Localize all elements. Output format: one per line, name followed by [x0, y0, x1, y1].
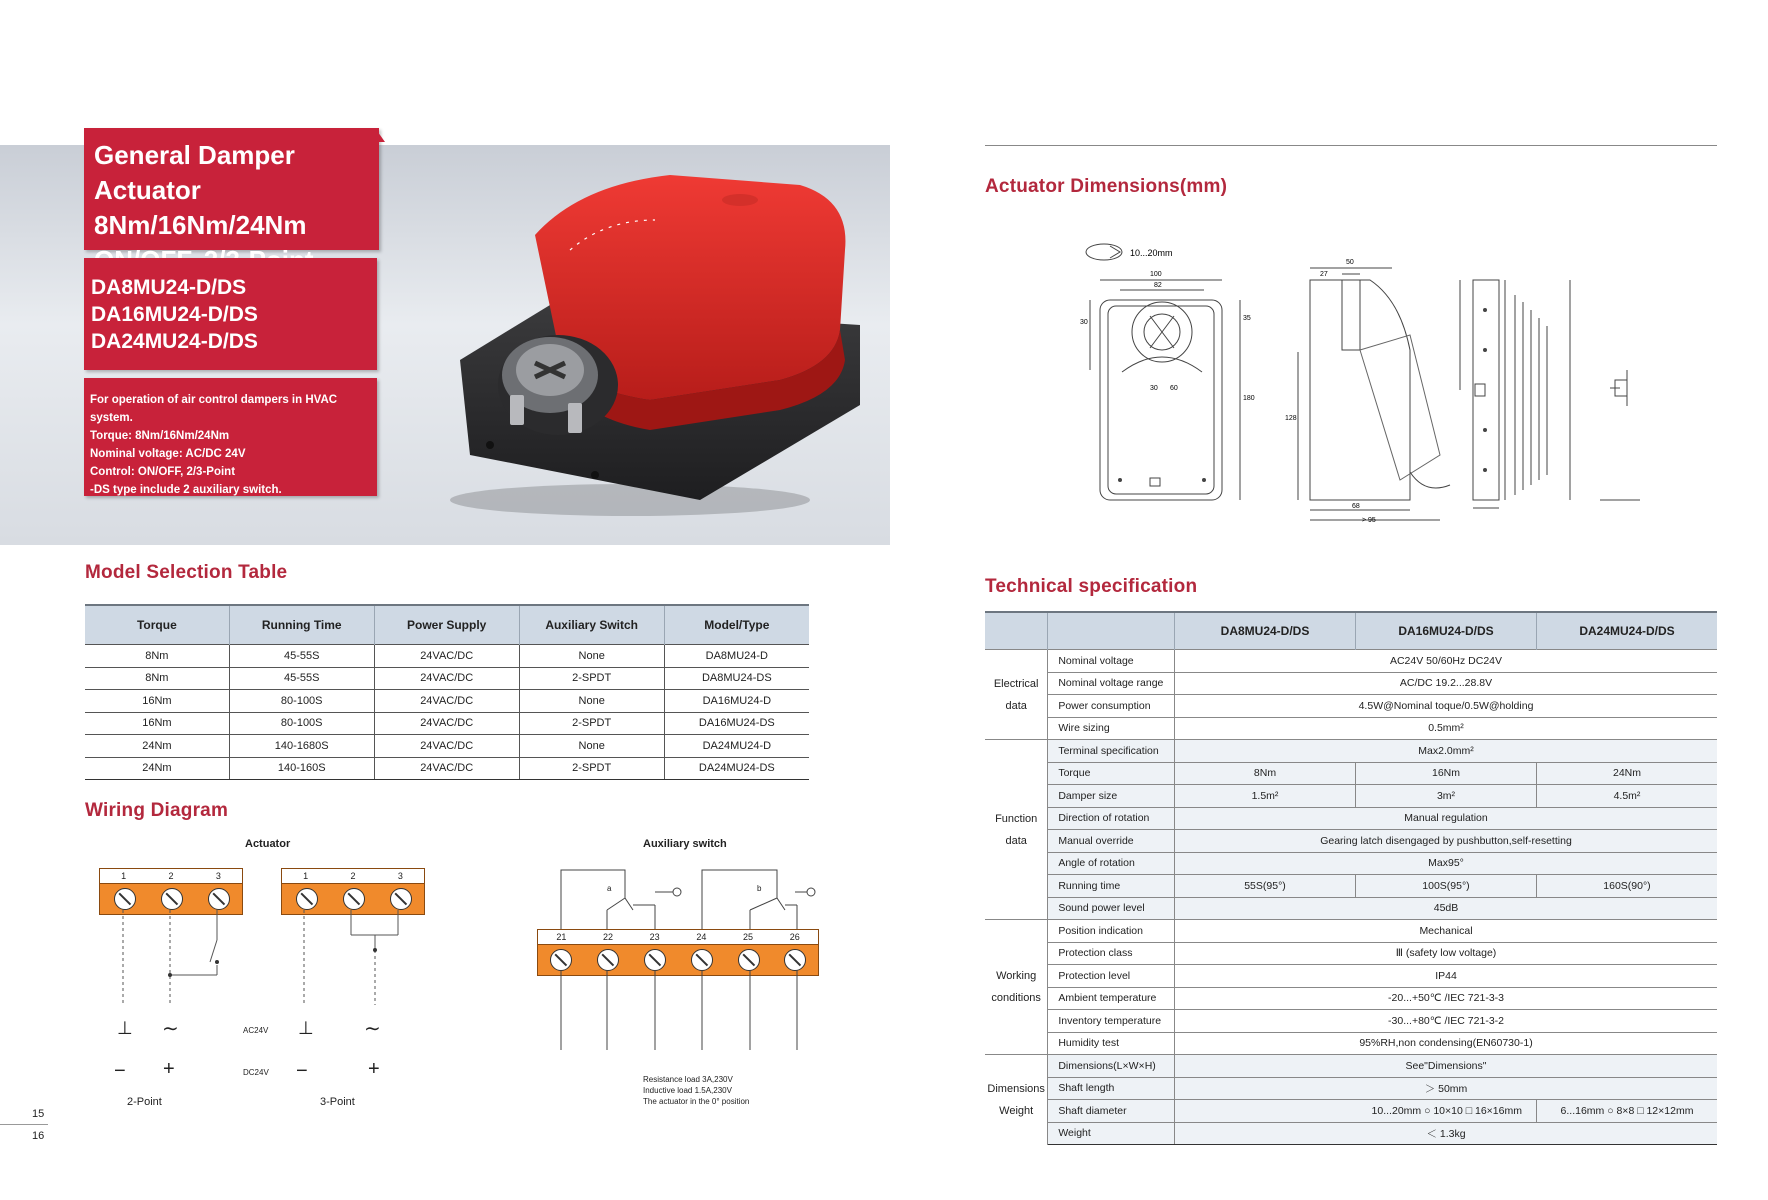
group-label: Function — [995, 812, 1038, 825]
param-value: Gearing latch disengaged by pushbutton,self-resetting — [1175, 830, 1717, 853]
table-row — [985, 942, 1717, 965]
table-row — [985, 785, 1717, 808]
dim-180: 180 — [1243, 395, 1255, 402]
table-row — [985, 1032, 1717, 1055]
ac-symbol-icon: ∼ — [162, 1018, 179, 1040]
title-line-2: 8Nm/16Nm/24Nm — [94, 210, 307, 240]
minus-icon: − — [296, 1060, 308, 1082]
param-value: Ⅲ (safety low voltage) — [1175, 942, 1717, 965]
screw-icon — [114, 888, 136, 910]
param-name: Manual override — [1048, 830, 1175, 853]
actuator-product-image — [440, 155, 860, 535]
cell: DA16MU24-D — [664, 690, 809, 713]
page-number-16: 16 — [32, 1130, 45, 1142]
table-row — [85, 667, 809, 690]
minus-icon: − — [114, 1060, 126, 1082]
two-point-label: 2-Point — [127, 1096, 162, 1108]
param-value: IP44 — [1175, 965, 1717, 988]
param-value: ＞ 50mm — [1175, 1077, 1717, 1100]
terminal-number: 3 — [397, 871, 403, 881]
param-value: Manual regulation — [1175, 807, 1717, 830]
table-row — [985, 965, 1717, 988]
table-row — [985, 807, 1717, 830]
tech-spec-table — [985, 611, 1717, 1145]
page-number-divider — [0, 1124, 48, 1125]
screw-icon — [390, 888, 412, 910]
table-row — [985, 695, 1717, 718]
ground-symbol-icon: ⊥ — [117, 1018, 133, 1038]
header-power-supply: Power Supply — [374, 605, 519, 645]
table-header-row — [85, 605, 809, 645]
terminal-number: 1 — [303, 871, 309, 881]
param-value: 100S(95°) — [1356, 875, 1537, 898]
terminal-number: 24 — [696, 932, 707, 942]
cell: 24Nm — [85, 757, 229, 780]
param-value: Max2.0mm² — [1175, 740, 1717, 763]
cell: 16Nm — [85, 712, 229, 735]
terminal-number: 22 — [603, 932, 614, 942]
param-value: AC/DC 19.2...28.8V — [1175, 672, 1717, 695]
ac-symbol-icon: ∼ — [364, 1018, 381, 1040]
param-name: Nominal voltage range — [1048, 672, 1175, 695]
ground-symbol-icon: ⊥ — [298, 1018, 314, 1038]
param-name: Weight — [1048, 1122, 1175, 1145]
cell: 2-SPDT — [519, 667, 664, 690]
param-name: Shaft diameter — [1048, 1100, 1175, 1123]
dimensions-title: Actuator Dimensions(mm) — [985, 176, 1228, 197]
param-name: Running time — [1048, 875, 1175, 898]
cell: 24VAC/DC — [374, 690, 519, 713]
tech-header-row — [985, 612, 1717, 650]
table-row — [85, 757, 809, 780]
param-value: 4.5m² — [1536, 785, 1717, 808]
table-row — [985, 987, 1717, 1010]
param-name: Shaft length — [1048, 1077, 1175, 1100]
terminal-number: 1 — [121, 871, 127, 881]
actuator-label: Actuator — [245, 838, 291, 850]
desc-line-1: For operation of air control dampers in HVAC system. — [90, 394, 338, 424]
cell: 80-100S — [229, 712, 374, 735]
cell: 45-55S — [229, 645, 374, 668]
switch-a-label: a — [607, 884, 612, 893]
description-block — [84, 378, 377, 496]
table-row — [985, 897, 1717, 920]
group-label: data — [1005, 834, 1027, 847]
cell: 24VAC/DC — [374, 757, 519, 780]
param-name: Angle of rotation — [1048, 852, 1175, 875]
group-dimensions — [985, 1055, 1048, 1145]
terminal-number: 26 — [789, 932, 800, 942]
screw-icon — [343, 888, 365, 910]
param-value: 10...20mm ○ 10×10 □ 16×16mm — [1175, 1100, 1537, 1123]
desc-line-2: Torque: 8Nm/16Nm/24Nm — [90, 430, 230, 442]
terminal-number: 2 — [168, 871, 174, 881]
model-block — [84, 258, 377, 370]
group-label: Weight — [999, 1104, 1034, 1117]
model-table-title: Model Selection Table — [85, 562, 288, 583]
shaft-range-label: 10...20mm — [1130, 248, 1173, 258]
group-label: Dimensions — [987, 1082, 1045, 1095]
group-label: conditions — [991, 992, 1041, 1004]
terminal-numbers — [99, 868, 243, 883]
cell: DA16MU24-DS — [664, 712, 809, 735]
table-row — [85, 735, 809, 758]
table-row — [985, 1122, 1717, 1145]
aux-switch-label: Auxiliary switch — [643, 838, 727, 850]
param-name: Direction of rotation — [1048, 807, 1175, 830]
screw-icon — [208, 888, 230, 910]
param-value: 55S(95°) — [1175, 875, 1356, 898]
ac24v-label: AC24V — [243, 1026, 269, 1035]
group-label: Working — [996, 970, 1037, 982]
dim-128: 128 — [1285, 415, 1297, 422]
screw-icon — [296, 888, 318, 910]
table-row — [985, 762, 1717, 785]
table-row — [985, 1055, 1717, 1078]
table-row — [985, 830, 1717, 853]
group-function — [985, 740, 1048, 920]
dimension-drawings — [1080, 240, 1660, 525]
param-name: Dimensions(L×W×H) — [1048, 1055, 1175, 1078]
terminal-block-3point — [281, 868, 425, 915]
header-torque: Torque — [85, 605, 229, 645]
cell: 45-55S — [229, 667, 374, 690]
title-corner — [375, 128, 385, 142]
cell: 2-SPDT — [519, 757, 664, 780]
title-block — [84, 128, 379, 250]
param-name: Sound power level — [1048, 897, 1175, 920]
param-value: Mechanical — [1175, 920, 1717, 943]
cell: 24VAC/DC — [374, 712, 519, 735]
note-line: Resistance load 3A,230V — [643, 1075, 733, 1084]
actuator-wiring-lines — [90, 910, 450, 1020]
note-line: Inductive load 1.5A,230V — [643, 1086, 732, 1095]
terminal-number: 23 — [649, 932, 660, 942]
param-name: Protection class — [1048, 942, 1175, 965]
terminal-block-2point — [99, 868, 243, 915]
param-value: 160S(90°) — [1536, 875, 1717, 898]
group-electrical — [985, 650, 1048, 740]
model-name-1: DA8MU24-D/DS — [91, 276, 247, 299]
param-value: 4.5W@Nominal toque/0.5W@holding — [1175, 695, 1717, 718]
param-name: Humidity test — [1048, 1032, 1175, 1055]
header-running-time: Running Time — [229, 605, 374, 645]
model-name-2: DA16MU24-D/DS — [91, 303, 258, 326]
table-row — [985, 740, 1717, 763]
dim-r60: 60 — [1170, 385, 1178, 392]
aux-switch-notes — [643, 1074, 749, 1107]
table-row — [985, 852, 1717, 875]
model-name-3: DA24MU24-D/DS — [91, 330, 258, 353]
param-name: Terminal specification — [1048, 740, 1175, 763]
table-row — [985, 920, 1717, 943]
param-value: 3m² — [1356, 785, 1537, 808]
cell: DA24MU24-D — [664, 735, 809, 758]
param-value: 16Nm — [1356, 762, 1537, 785]
group-working — [985, 920, 1048, 1055]
cell: 2-SPDT — [519, 712, 664, 735]
table-row — [85, 645, 809, 668]
desc-line-4: Control: ON/OFF, 2/3-Point — [90, 466, 236, 478]
header-model-1: DA8MU24-D/DS — [1175, 612, 1356, 650]
dim-r30: 30 — [1150, 385, 1158, 392]
table-row — [85, 690, 809, 713]
param-name: Damper size — [1048, 785, 1175, 808]
desc-line-3: Nominal voltage: AC/DC 24V — [90, 448, 246, 460]
dim-82: 82 — [1154, 282, 1162, 289]
param-value: 1.5m² — [1175, 785, 1356, 808]
cell: 24Nm — [85, 735, 229, 758]
cell: 24VAC/DC — [374, 735, 519, 758]
group-label: Electrical — [993, 677, 1039, 690]
param-name: Protection level — [1048, 965, 1175, 988]
wiring-title: Wiring Diagram — [85, 800, 229, 821]
header-rule — [985, 145, 1717, 146]
aux-switch-wiring-lines — [537, 860, 837, 1060]
param-value: 95%RH,non condensing(EN60730-1) — [1175, 1032, 1717, 1055]
page-number-15: 15 — [32, 1108, 45, 1120]
table-row — [985, 875, 1717, 898]
desc-line-5: -DS type include 2 auxiliary switch. — [90, 484, 282, 496]
note-line: The actuator in the 0° position — [643, 1097, 750, 1106]
terminal-numbers — [281, 868, 425, 883]
title-line-1: General Damper Actuator — [94, 140, 295, 205]
screw-icon — [161, 888, 183, 910]
dim-95: > 95 — [1362, 517, 1376, 524]
param-name: Inventory temperature — [1048, 1010, 1175, 1033]
terminal-number: 2 — [350, 871, 356, 881]
param-value: See"Dimensions" — [1175, 1055, 1717, 1078]
three-point-label: 3-Point — [320, 1096, 355, 1108]
cell: DA24MU24-DS — [664, 757, 809, 780]
cell: 140-160S — [229, 757, 374, 780]
param-value: ＜ 1.3kg — [1175, 1122, 1717, 1145]
group-label: data — [1005, 699, 1027, 712]
param-value: 0.5mm² — [1175, 717, 1717, 740]
table-row — [985, 1100, 1717, 1123]
cell: None — [519, 645, 664, 668]
cell: 16Nm — [85, 690, 229, 713]
header-model-2: DA16MU24-D/DS — [1356, 612, 1537, 650]
param-value: AC24V 50/60Hz DC24V — [1175, 650, 1717, 673]
table-row — [985, 717, 1717, 740]
param-name: Torque — [1048, 762, 1175, 785]
model-selection-table — [85, 604, 809, 780]
dim-68: 68 — [1352, 503, 1360, 510]
table-row — [985, 650, 1717, 673]
dim-100: 100 — [1150, 271, 1162, 278]
dim-30: 30 — [1080, 319, 1088, 326]
cell: 80-100S — [229, 690, 374, 713]
terminal-number: 3 — [215, 871, 221, 881]
dim-50: 50 — [1346, 259, 1354, 266]
plus-icon: + — [368, 1058, 380, 1080]
terminal-number: 21 — [556, 932, 567, 942]
cell: 8Nm — [85, 645, 229, 668]
header-model-type: Model/Type — [664, 605, 809, 645]
cell: None — [519, 735, 664, 758]
cell: 24VAC/DC — [374, 667, 519, 690]
param-name: Position indication — [1048, 920, 1175, 943]
param-value: -30...+80℃ /IEC 721-3-2 — [1175, 1010, 1717, 1033]
table-row — [985, 1010, 1717, 1033]
terminal-number: 25 — [743, 932, 754, 942]
param-value: 8Nm — [1175, 762, 1356, 785]
plus-icon: + — [163, 1058, 175, 1080]
param-value: Max95° — [1175, 852, 1717, 875]
dc24v-label: DC24V — [243, 1068, 269, 1077]
table-row — [985, 1077, 1717, 1100]
cell: 24VAC/DC — [374, 645, 519, 668]
header-blank — [1048, 612, 1175, 650]
tech-spec-title: Technical specification — [985, 576, 1198, 597]
param-value: 6...16mm ○ 8×8 □ 12×12mm — [1536, 1100, 1717, 1123]
header-aux-switch: Auxiliary Switch — [519, 605, 664, 645]
dim-27: 27 — [1320, 271, 1328, 278]
param-name: Ambient temperature — [1048, 987, 1175, 1010]
param-name: Wire sizing — [1048, 717, 1175, 740]
param-value: -20...+50℃ /IEC 721-3-3 — [1175, 987, 1717, 1010]
cell: None — [519, 690, 664, 713]
header-model-3: DA24MU24-D/DS — [1536, 612, 1717, 650]
cell: 140-1680S — [229, 735, 374, 758]
param-value: 45dB — [1175, 897, 1717, 920]
table-row — [985, 672, 1717, 695]
cell: DA8MU24-D — [664, 645, 809, 668]
header-blank — [985, 612, 1048, 650]
switch-b-label: b — [757, 884, 762, 893]
param-name: Nominal voltage — [1048, 650, 1175, 673]
param-name: Power consumption — [1048, 695, 1175, 718]
cell: DA8MU24-DS — [664, 667, 809, 690]
table-row — [85, 712, 809, 735]
dim-35: 35 — [1243, 315, 1251, 322]
param-value: 24Nm — [1536, 762, 1717, 785]
cell: 8Nm — [85, 667, 229, 690]
